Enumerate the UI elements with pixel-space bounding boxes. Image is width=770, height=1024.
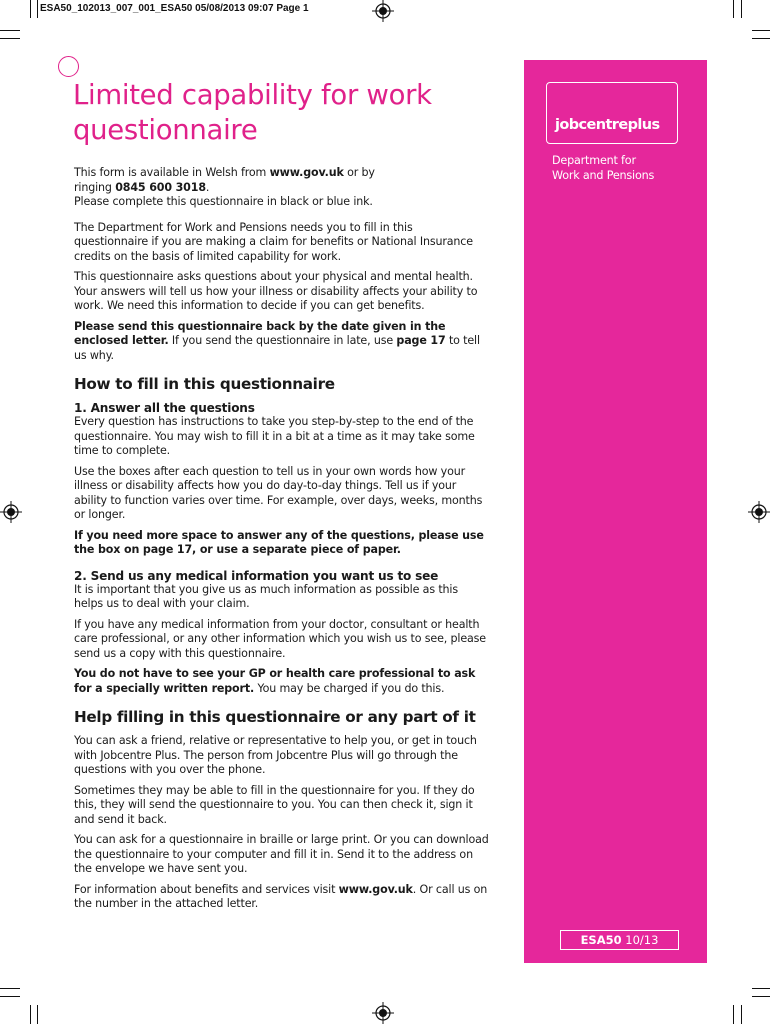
- registration-mark-bottom-icon: [372, 1002, 394, 1024]
- text: If you send the questionnaire in late, use: [168, 334, 397, 347]
- text: This form is available in Welsh from: [74, 166, 270, 179]
- crop-mark-bottom-right-v2: [741, 1005, 742, 1024]
- crop-mark-top-right-h2: [752, 38, 770, 39]
- text: ringing: [74, 180, 116, 194]
- more-space-paragraph: [74, 529, 489, 558]
- important-info-paragraph: It is important that you give us as much information as possible as this helps us to deal with your claim.: [74, 582, 458, 610]
- crop-mark-bottom-left-h2: [0, 996, 20, 997]
- braille-paragraph: You can ask for a questionnaire in braille or large print. Or you can download the questionnaire to your computer and fill it in. Send it to the address on the envelope we have sent you.: [74, 833, 489, 875]
- dept-line-2: Work and Pensions: [552, 169, 655, 182]
- crop-mark-top-right-h: [752, 30, 770, 31]
- ink-instruction: Please complete this questionnaire in black or blue ink.: [74, 195, 373, 208]
- title-line-1: Limited capability for work: [73, 79, 432, 111]
- gov-uk-link[interactable]: www.gov.uk: [269, 166, 344, 179]
- gov-uk-link-2[interactable]: www.gov.uk: [338, 882, 413, 896]
- form-code-badge: [560, 930, 679, 950]
- text: or by: [343, 166, 375, 179]
- crop-mark-bottom-right-h2: [752, 996, 770, 997]
- crop-mark-bottom-left-v: [30, 1005, 31, 1024]
- logo-text: jobcentreplus: [555, 117, 660, 133]
- questionnaire-asks-paragraph: This questionnaire asks questions about your physical and mental health. Your answers will tell us how your illness or disability affects your ability to work. We need this information to decide if you can get benefits.: [74, 270, 478, 312]
- title-line-2: questionnaire: [73, 114, 258, 146]
- crop-mark-bottom-right-v: [733, 1005, 734, 1024]
- help-friend-paragraph: You can ask a friend, relative or representative to help you, or get in touch with Jobcentre Plus. The person from Jobcentre Plus will go through the questions with you over the phone.: [74, 734, 477, 776]
- crop-mark-bottom-right-h: [752, 988, 770, 989]
- department-name: [552, 153, 702, 183]
- send-back-bold: Please send this questionnaire back by the date given in the enclosed letter.: [74, 319, 446, 347]
- crop-mark-top-left-v2: [37, 0, 38, 18]
- dept-line-1: Department for: [552, 154, 636, 167]
- send-back-paragraph: [74, 320, 489, 364]
- phone-number: 0845 600 3018: [115, 180, 206, 194]
- answer-all-heading: 1. Answer all the questions: [74, 401, 255, 415]
- welsh-availability: [74, 166, 489, 195]
- use-boxes-paragraph: Use the boxes after each question to tell us in your own words how your illness or disability affects how you do day-to-day things. Tell us if your ability to function varies over time. For example, over days, weeks, months or longer.: [74, 464, 483, 521]
- help-heading: Help filling in this questionnaire or any part of it: [74, 708, 476, 726]
- text: .: [205, 180, 210, 194]
- medical-copy-paragraph: If you have any medical information from your doctor, consultant or health care professional, or any other information which you wish us to see, please send us a copy with this questionnaire.: [74, 617, 486, 660]
- how-to-fill-heading: How to fill in this questionnaire: [74, 375, 335, 393]
- page-title: [73, 78, 513, 148]
- registration-mark-right-icon: [748, 501, 770, 523]
- brand-sidebar: [524, 60, 707, 963]
- step-instructions-paragraph: Every question has instructions to take you step-by-step to the end of the questionnaire. You may wish to fill it in a bit at a time as it may take some time to complete.: [74, 415, 475, 457]
- text: You may be charged if you do this.: [254, 681, 445, 695]
- dwp-paragraph: The Department for Work and Pensions needs you to fill in this questionnaire if you are making a claim for benefits or National Insurance credits on the basis of limited capability for work.: [74, 220, 473, 263]
- crop-mark-top-left-h2: [0, 38, 20, 39]
- text: For information about benefits and services visit: [74, 882, 339, 896]
- text: . Or call us on the number in the attached letter.: [74, 882, 488, 910]
- crop-mark-top-left-v: [30, 0, 31, 18]
- benefits-info-paragraph: [74, 883, 489, 912]
- registration-mark-top-icon: [372, 0, 394, 22]
- medical-info-heading: 2. Send us any medical information you want us to see: [74, 568, 439, 583]
- form-code: ESA50: [580, 933, 622, 947]
- crop-mark-top-right-v: [733, 0, 734, 18]
- crop-mark-bottom-left-v2: [37, 1005, 38, 1024]
- more-space-bold: If you need more space to answer any of the questions, please use the box on page 17, or use a separate piece of paper.: [74, 528, 484, 556]
- help-fill-paragraph: Sometimes they may be able to fill in the questionnaire for you. If they do this, they will send the questionnaire to you. You can then check it, sign it and send it back.: [74, 783, 475, 826]
- gp-report-paragraph: [74, 667, 489, 696]
- registration-mark-left-icon: [0, 501, 22, 523]
- gp-report-bold: You do not have to see your GP or health care professional to ask for a specially written report.: [74, 667, 476, 695]
- crop-mark-top-left-h: [0, 30, 20, 31]
- form-date: 10/13: [625, 933, 659, 947]
- jobcentreplus-logo: [546, 82, 678, 144]
- printer-slug: ESA50_102013_007_001_ESA50 05/08/2013 09:07 Page 1: [40, 3, 309, 14]
- crop-mark-bottom-left-h: [0, 988, 20, 989]
- main-content: [74, 166, 489, 918]
- page-reference: page 17: [396, 334, 446, 347]
- text: to tell us why.: [74, 334, 480, 362]
- circle-marker-icon: [58, 56, 79, 77]
- crop-mark-top-right-v2: [741, 0, 742, 18]
